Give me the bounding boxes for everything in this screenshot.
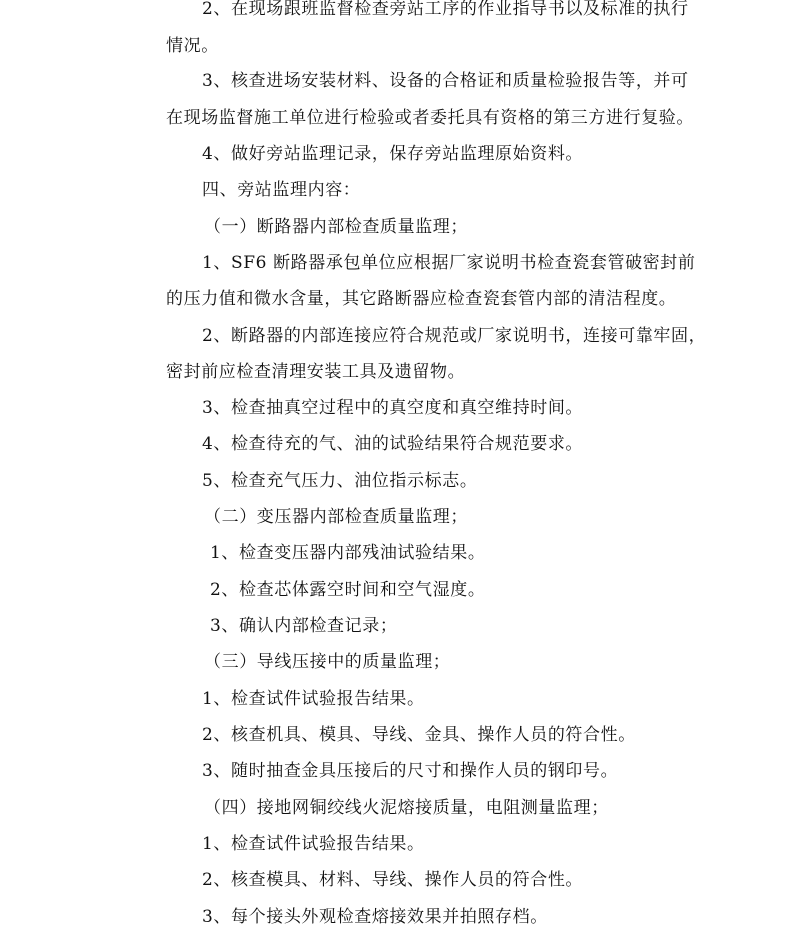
paragraph-line: 3、检查抽真空过程中的真空度和真空维持时间。 xyxy=(202,398,584,418)
paragraph-line: 1、SF6 断路器承包单位应根据厂家说明书检查瓷套管破密封前 xyxy=(202,253,696,273)
section-heading: 四、旁站监理内容： xyxy=(202,180,361,200)
paragraph-line: 3、确认内部检查记录； xyxy=(210,616,398,636)
paragraph-line: 1、检查试件试验报告结果。 xyxy=(202,834,425,854)
paragraph-line: 的压力值和微水含量，其它路断器应检查瓷套管内部的清洁程度。 xyxy=(166,289,677,309)
paragraph-line: 3、每个接头外观检查熔接效果并拍照存档。 xyxy=(202,907,548,927)
paragraph-line: 3、核查进场安装材料、设备的合格证和质量检验报告等，并可 xyxy=(202,71,689,91)
paragraph-line: 2、在现场跟班监督检查旁站工序的作业指导书以及标准的执行 xyxy=(202,0,689,19)
subsection-heading: （四）接地网铜绞线火泥熔接质量，电阻测量监理； xyxy=(204,798,609,818)
paragraph-line: 5、检查充气压力、油位指示标志。 xyxy=(202,471,478,491)
paragraph-line: 密封前应检查清理安装工具及遗留物。 xyxy=(166,362,466,382)
paragraph-line: 3、随时抽查金具压接后的尺寸和操作人员的钢印号。 xyxy=(202,761,619,781)
paragraph-line: 情况。 xyxy=(166,36,219,56)
paragraph-line: 2、核查机具、模具、导线、金具、操作人员的符合性。 xyxy=(202,725,636,745)
paragraph-line: 1、检查变压器内部残油试验结果。 xyxy=(210,543,486,563)
paragraph-line: 2、检查芯体露空时间和空气湿度。 xyxy=(210,580,486,600)
subsection-heading: （三）导线压接中的质量监理； xyxy=(204,652,451,672)
paragraph-line: 4、做好旁站监理记录，保存旁站监理原始资料。 xyxy=(202,144,584,164)
subsection-heading: （一）断路器内部检查质量监理； xyxy=(204,217,468,237)
paragraph-line: 4、检查待充的气、油的试验结果符合规范要求。 xyxy=(202,434,584,454)
paragraph-line: 在现场监督施工单位进行检验或者委托具有资格的第三方进行复验。 xyxy=(166,108,694,128)
paragraph-line: 2、断路器的内部连接应符合规范或厂家说明书，连接可靠牢固， xyxy=(202,326,707,346)
subsection-heading: （二）变压器内部检查质量监理； xyxy=(204,507,468,527)
paragraph-line: 2、核查模具、材料、导线、操作人员的符合性。 xyxy=(202,870,584,890)
paragraph-line: 1、检查试件试验报告结果。 xyxy=(202,689,425,709)
